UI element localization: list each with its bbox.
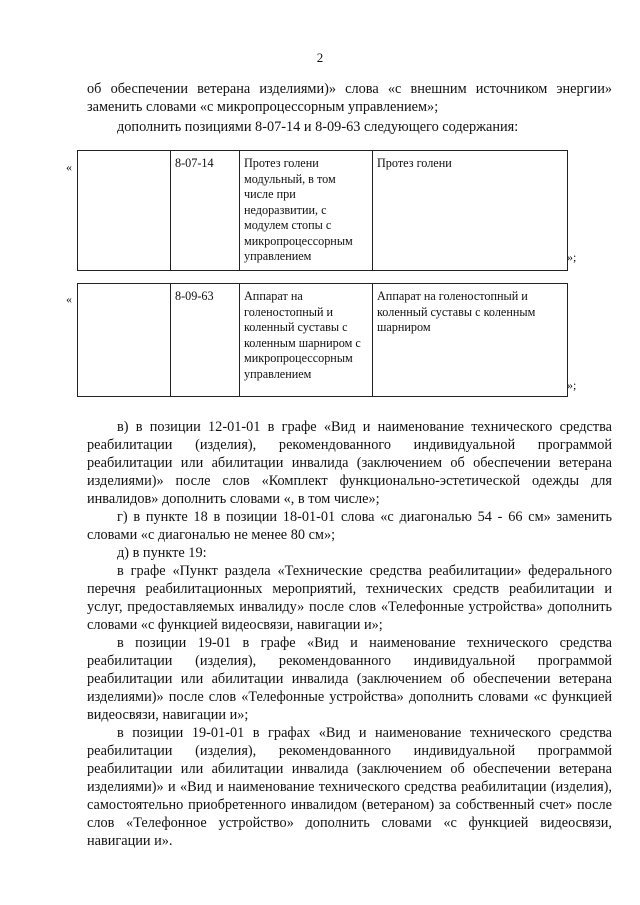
paragraph-g: г) в пункте 18 в позиции 18-01-01 слова «с диагональю 54 - 66 см» заменить словами «с диагональю не менее 80 см»; (87, 509, 612, 543)
paragraph-d: д) в пункте 19: (117, 545, 207, 561)
position-table-8-09-63 (77, 283, 568, 397)
quote-close: »; (567, 250, 577, 264)
page-number: 2 (316, 50, 324, 65)
intro-paragraph: об обеспечении ветерана изделиями)» слова «с внешним источником энергии» заменить словами «с микропроцессорным управлением»; (87, 81, 612, 115)
cell-name-self-purchased: Протез голени (373, 151, 568, 271)
cell-empty (78, 151, 171, 271)
position-table-8-07-14 (77, 150, 568, 271)
cell-code: 8-07-14 (171, 151, 240, 271)
quote-open: « (66, 160, 72, 174)
quote-close: »; (567, 378, 577, 392)
cell-empty (78, 284, 171, 397)
cell-name: Аппарат на голеностопный и коленный суставы с коленным шарниром с микропроцессорным управлением (240, 284, 373, 397)
cell-name-self-purchased: Аппарат на голеностопный и коленный суставы с коленным шарниром (373, 284, 568, 397)
quote-open: « (66, 292, 72, 306)
cell-code: 8-09-63 (171, 284, 240, 397)
paragraph-d-2: в позиции 19-01 в графе «Вид и наименование технического средства реабилитации (изделия), рекомендованного индивидуальной программой реабилитации или абилитации инвалида (заключением об обеспечении ветерана изделиями)» после слов «Телефонные устройства» дополнить словами «с функцией видеосвязи, навигации и»; (87, 635, 612, 723)
paragraph-d-3: в позиции 19-01-01 в графах «Вид и наименование технического средства реабилитации (изделия), рекомендованного индивидуальной программой реабилитации или абилитации инвалида (заключением об обеспечении ветерана изделиями)» и «Вид и наименование технического средства реабилитации (изделия), самостоятельно приобретенного инвалидом (ветераном) за собственный счет» после слов «Телефонное устройство» дополнить словами «с функцией видеосвязи, навигации и». (87, 725, 612, 849)
cell-name: Протез голени модульный, в том числе при недоразвитии, с модулем стопы с микропроцессорным управлением (240, 151, 373, 271)
table-row (78, 284, 568, 397)
paragraph-d-1: в графе «Пункт раздела «Технические средства реабилитации» федерального перечня реабилитационных мероприятий, технических средств реабилитации и услуг, предоставляемых инвалиду» после слов «Телефонные устройства» дополнить словами «с функцией видеосвязи, навигации и»; (87, 563, 612, 633)
table-row (78, 151, 568, 271)
intro-add-positions: дополнить позициями 8-07-14 и 8-09-63 следующего содержания: (117, 119, 519, 135)
paragraph-v: в) в позиции 12-01-01 в графе «Вид и наименование технического средства реабилитации (изделия), рекомендованного индивидуальной программой реабилитации или абилитации инвалида (заключением об обеспечении ветерана изделиями)» после слов «Комплект функционально-эстетической одежды для инвалидов» дополнить словами «, в том числе»; (87, 419, 612, 507)
